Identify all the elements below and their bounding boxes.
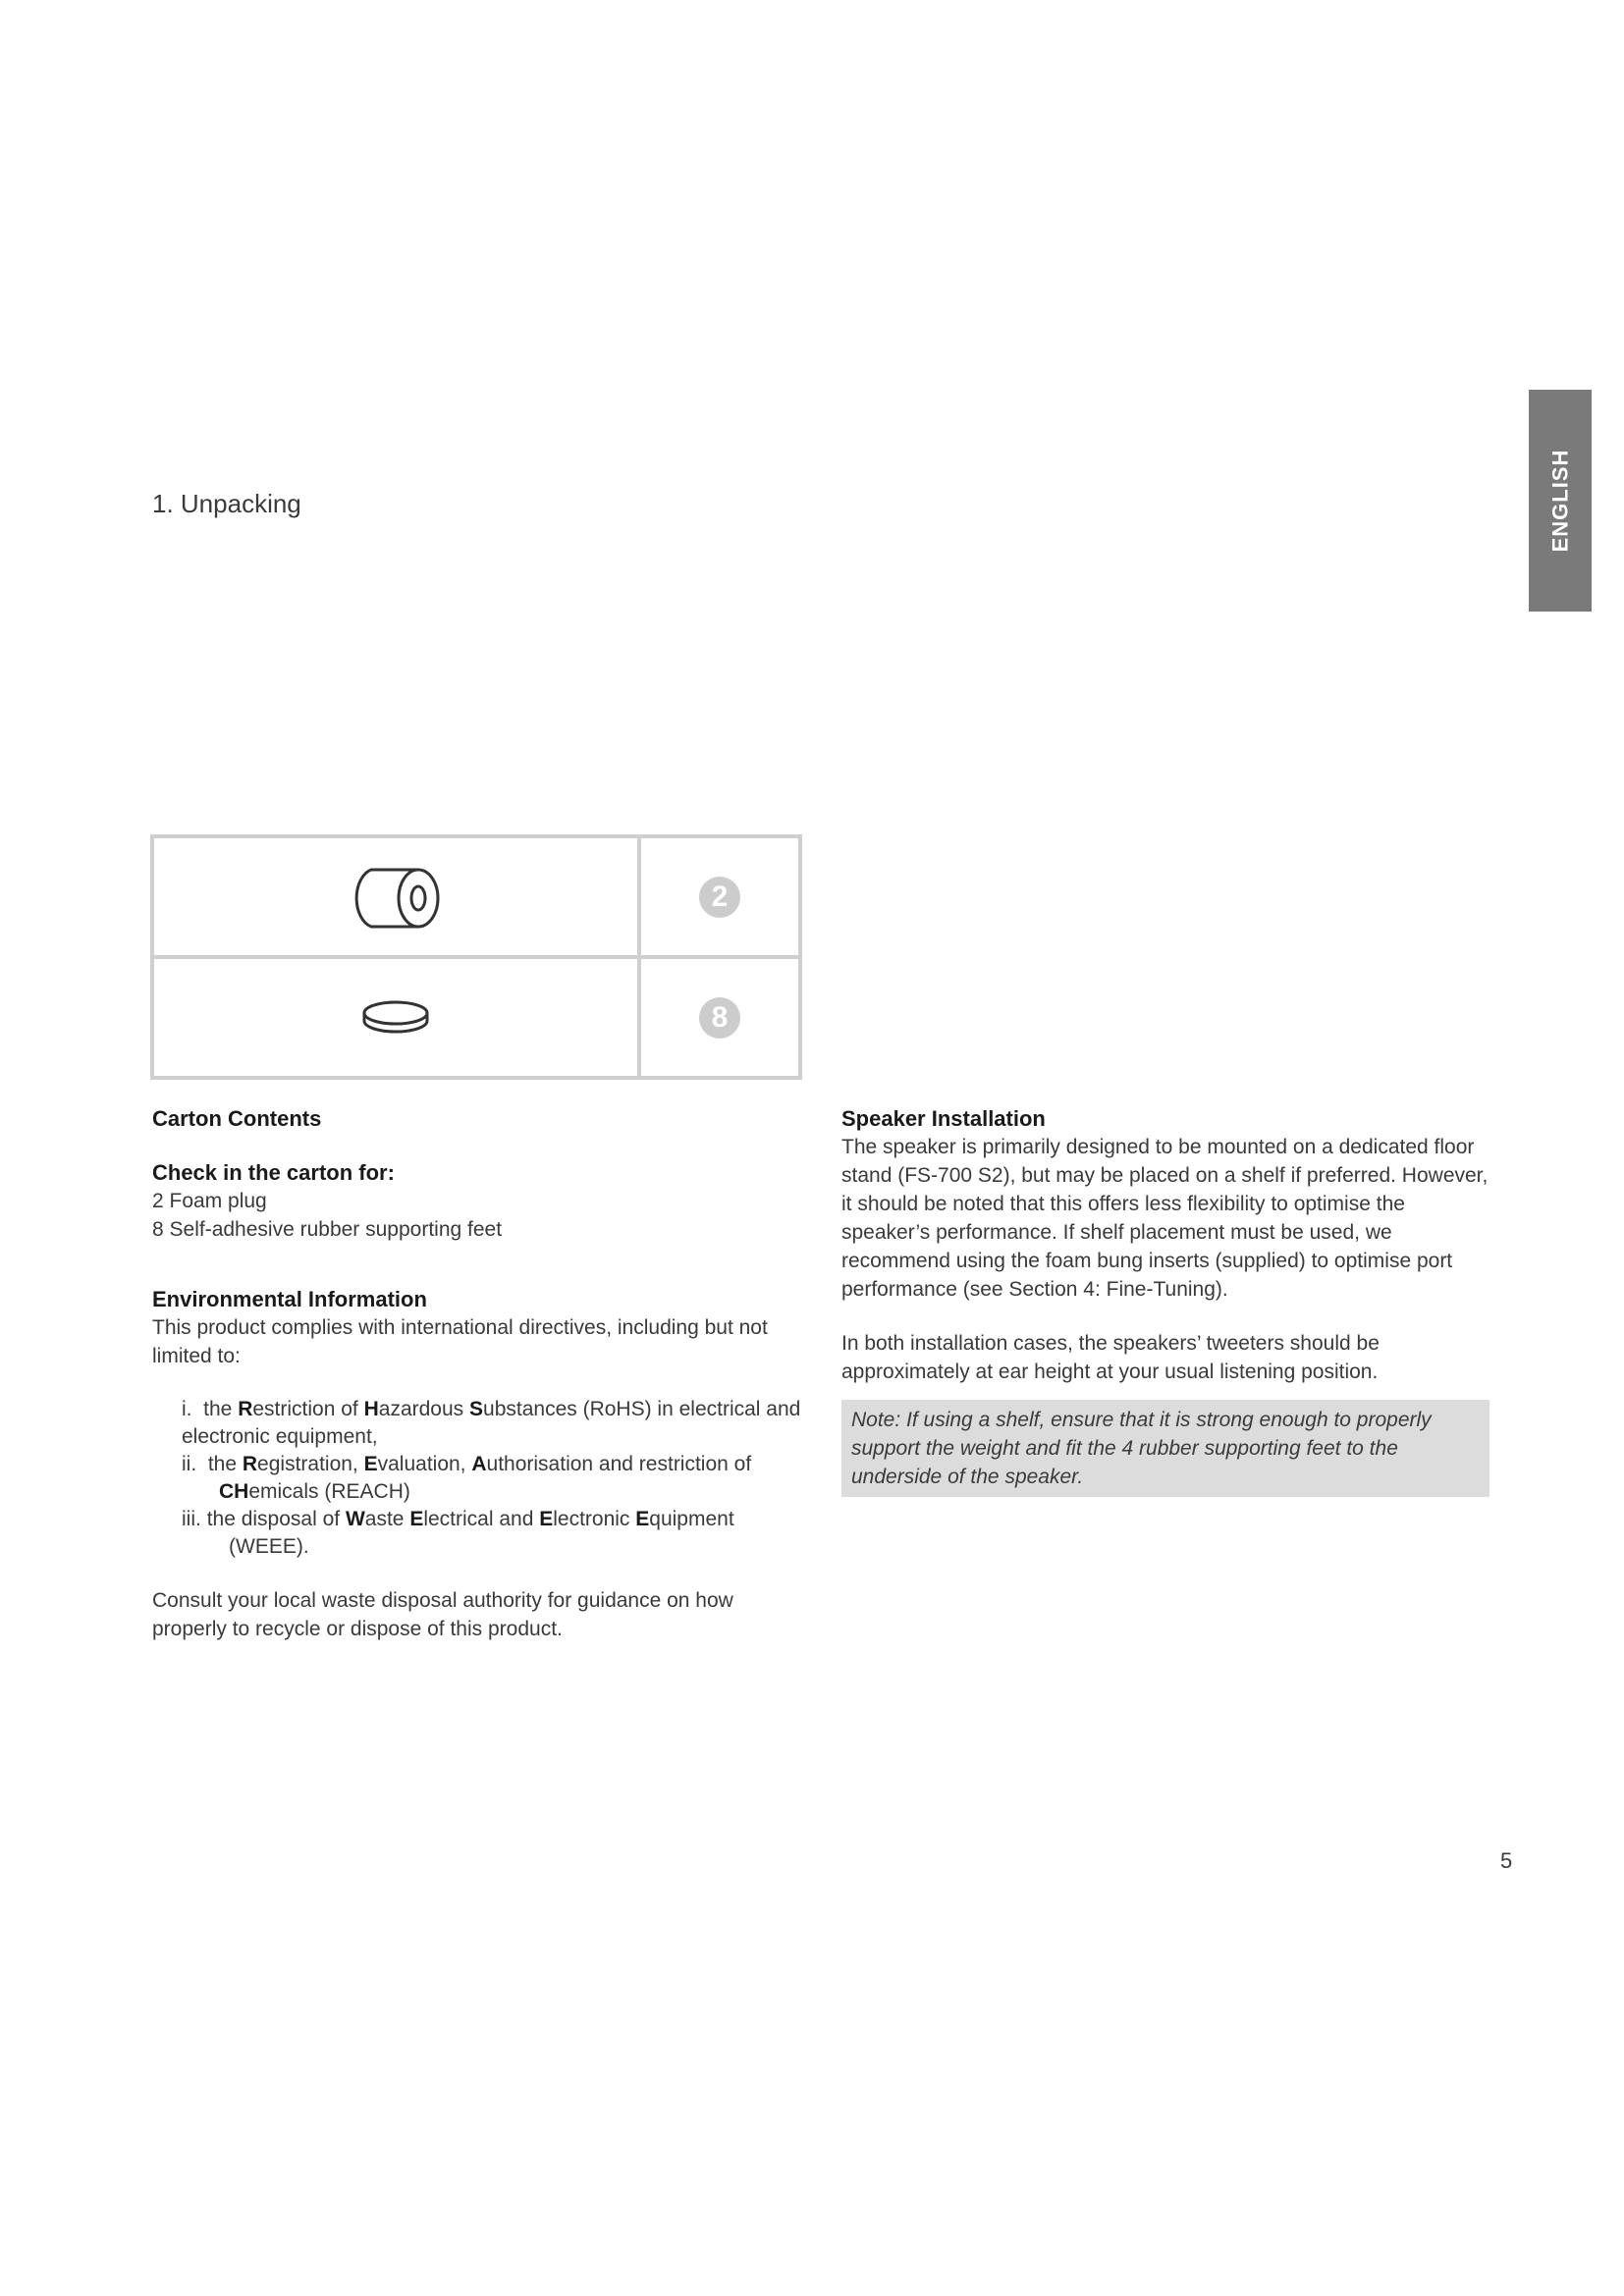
check-item: 2 Foam plug [152, 1190, 267, 1212]
page-number: 5 [1500, 1848, 1513, 1873]
foam-plug-icon [342, 858, 450, 936]
language-tab[interactable] [1529, 390, 1592, 612]
language-tab-label: ENGLISH [1547, 449, 1573, 553]
quantity-cell [641, 959, 798, 1076]
speaker-installation-heading: Speaker Installation [841, 1106, 1046, 1131]
check-item: 8 Self-adhesive rubber supporting feet [152, 1218, 503, 1241]
shelf-note: Note: If using a shelf, ensure that it is strong enough to properly support the weight and fit the 4 rubber supporting feet to the underside of the speaker. [841, 1400, 1489, 1497]
installation-paragraph-1: The speaker is primarily designed to be mounted on a dedicated floor stand (FS-700 S2), but may be placed on a shelf if preferred. However, it should be noted that this offers less flexibility to optimise the speaker’s performance. If shelf placement must be used, we recommend using the foam bung inserts (supplied) to optimise port performance (see Section 4: Fine-Tuning). [841, 1136, 1489, 1301]
section-title: 1. Unpacking [152, 489, 301, 518]
directive-item-weee: iii. the disposal of Waste Electrical and Electronic Equipment (WEEE). [182, 1508, 734, 1558]
right-column [841, 1104, 1489, 1497]
rubber-foot-image-cell [154, 959, 641, 1076]
left-column [152, 1104, 805, 1643]
table-row [154, 838, 798, 959]
consult-paragraph: Consult your local waste disposal authority for guidance on how properly to recycle or dispose of this product. [152, 1589, 733, 1640]
environmental-heading: Environmental Information [152, 1287, 427, 1311]
quantity-badge: 2 [699, 877, 740, 918]
environmental-intro: This product complies with international directives, including but not limited to: [152, 1316, 768, 1367]
quantity-cell [641, 838, 798, 955]
foam-plug-image-cell [154, 838, 641, 955]
check-carton-heading: Check in the carton for: [152, 1160, 395, 1185]
table-row [154, 959, 798, 1076]
carton-contents-table [150, 834, 802, 1080]
quantity-badge: 8 [699, 997, 740, 1039]
directive-item-reach: ii. the Registration, Evaluation, Authorisation and restriction of CHemicals (REACH) [182, 1453, 752, 1503]
directive-item-rohs: i. the Restriction of Hazardous Substances (RoHS) in electrical and electronic equipment, [182, 1398, 801, 1448]
installation-paragraph-2: In both installation cases, the speakers’ tweeters should be approximately at ear height at your usual listening position. [841, 1332, 1380, 1383]
carton-contents-heading: Carton Contents [152, 1106, 322, 1131]
rubber-foot-icon [352, 993, 440, 1042]
